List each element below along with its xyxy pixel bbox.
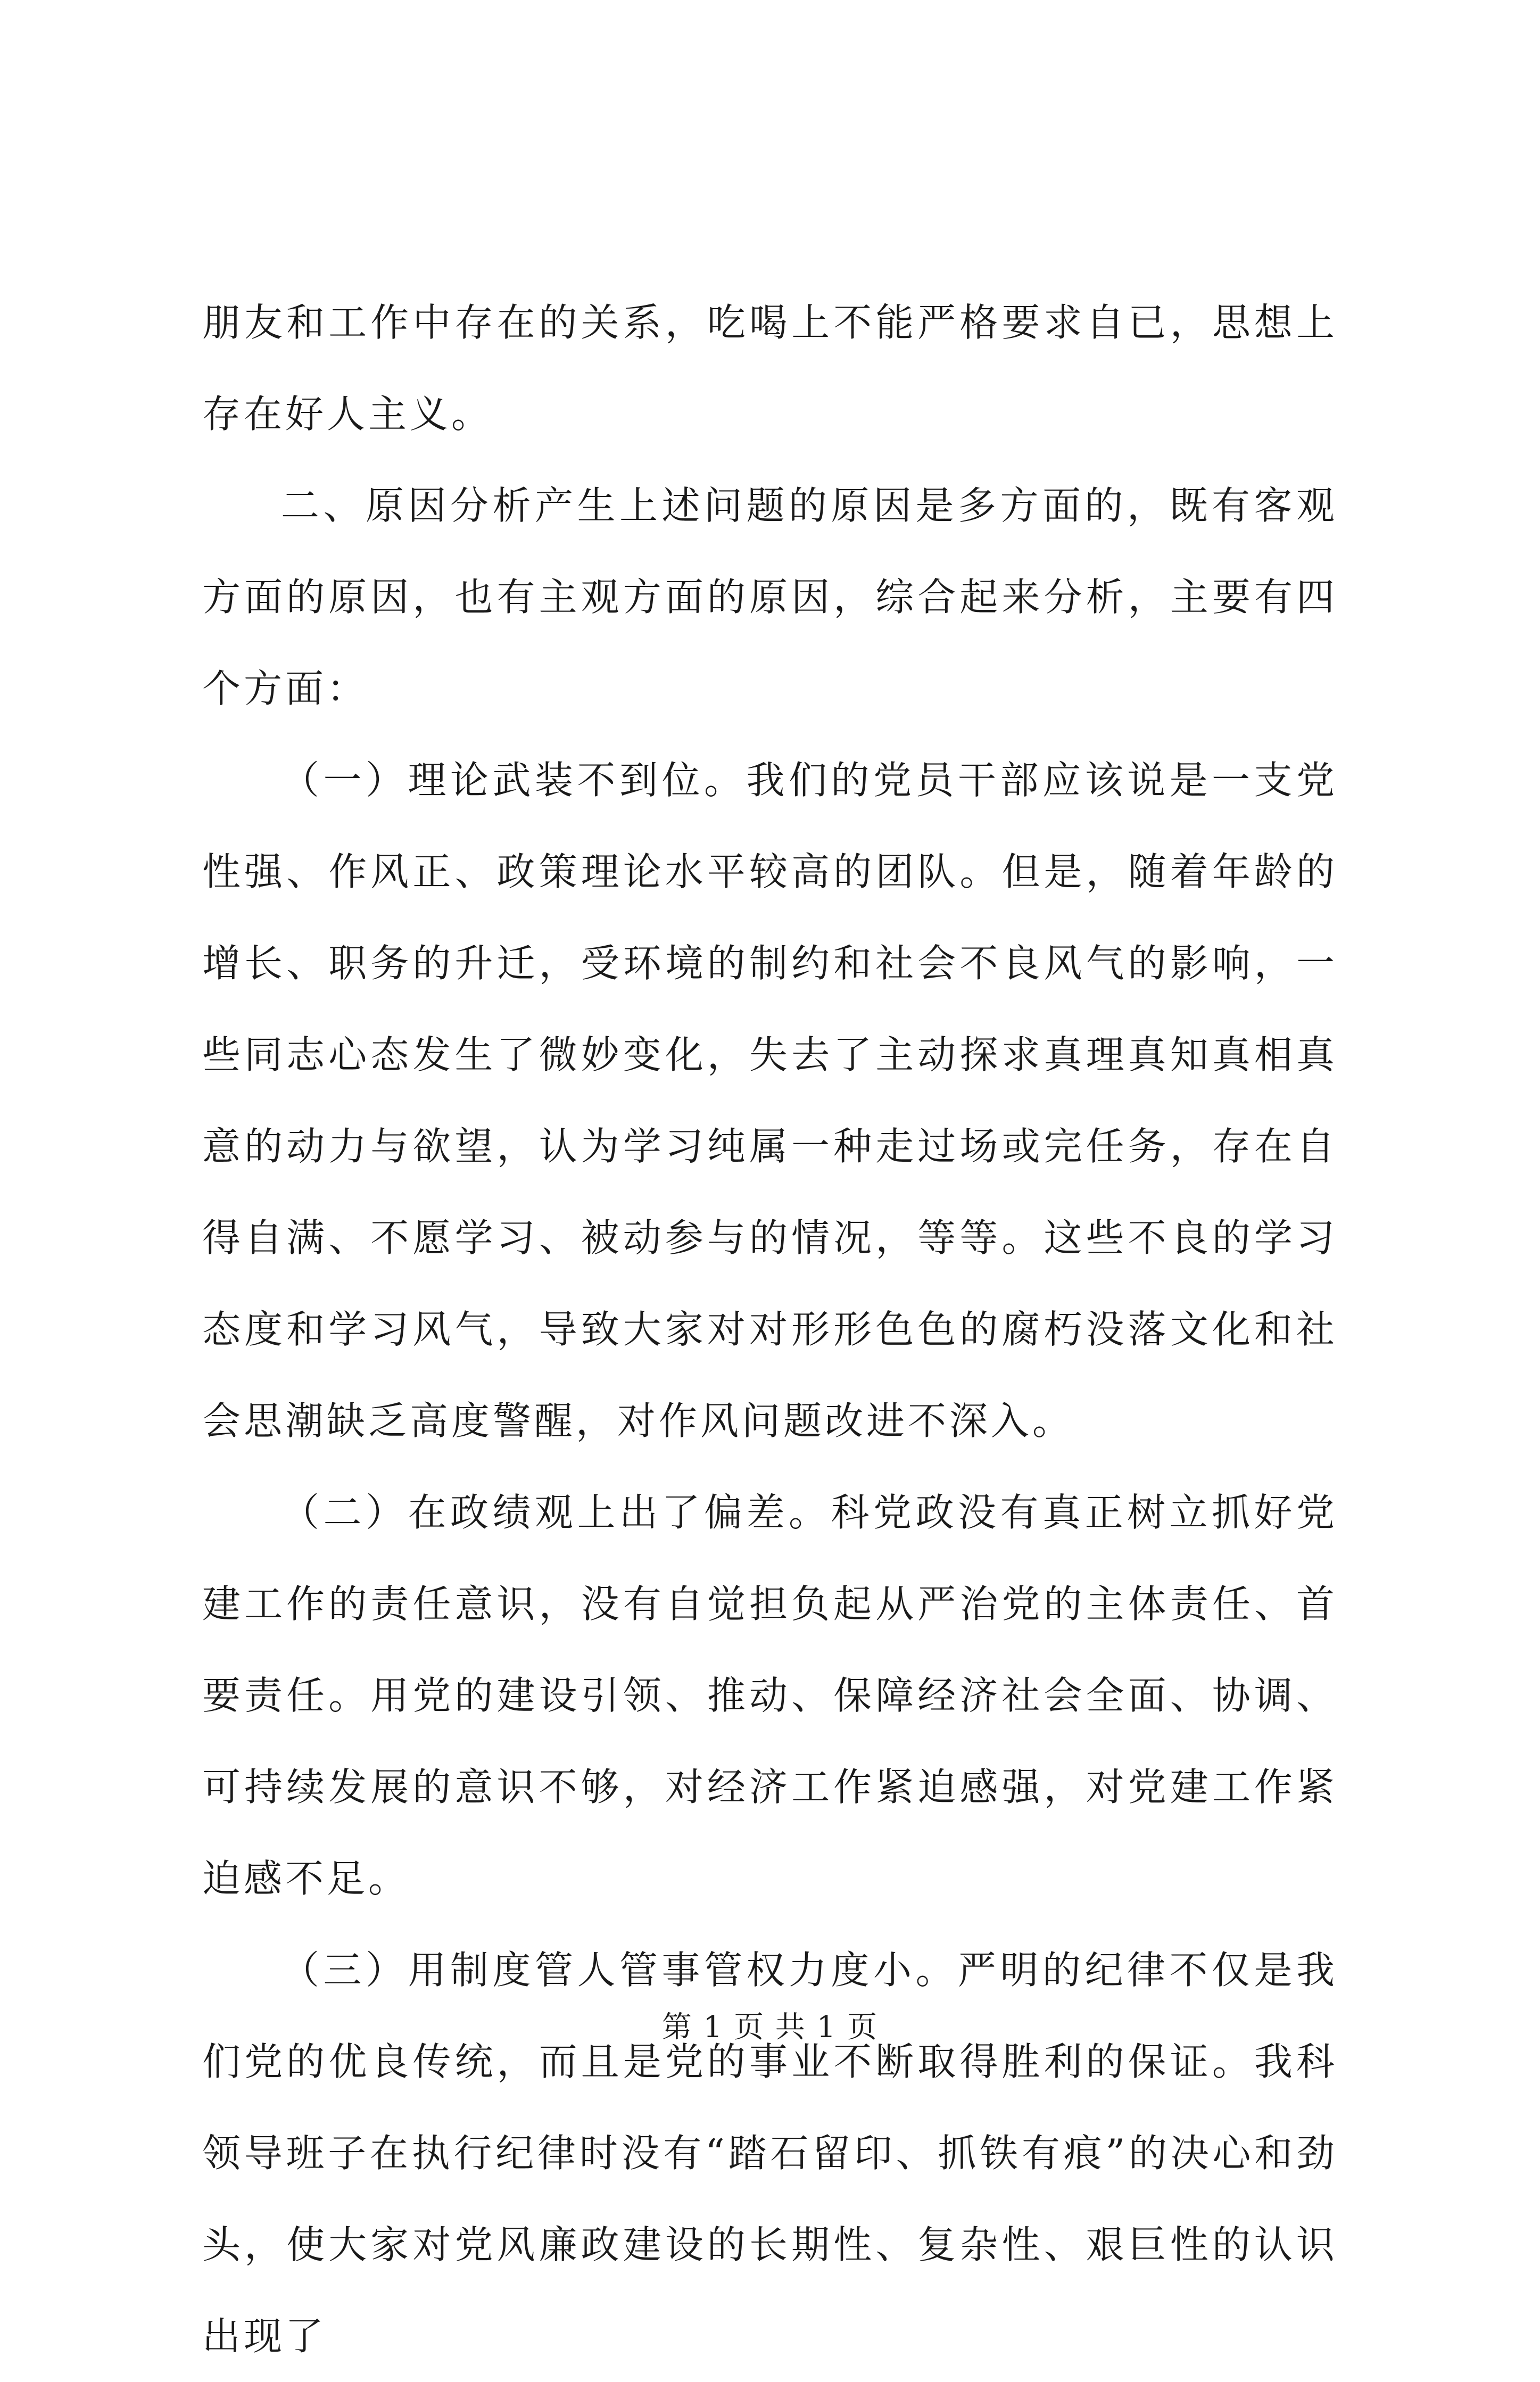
page-number-label: 第 1 页 共 1 页 bbox=[661, 2010, 879, 2045]
paragraph-5: （三）用制度管人管事管权力度小。严明的纪律不仅是我们党的优良传统，而且是党的事业不断取得胜利的保证。我科领导班子在执行纪律时没有“踏石留印、抓铁有痕”的决心和劲头，使大家对党风廉政建设的长期性、复杂性、艰巨性的认识出现了 bbox=[202, 1948, 1338, 2359]
document-body bbox=[202, 277, 1338, 2382]
paragraph-2: 二、原因分析产生上述问题的原因是多方面的，既有客观方面的原因，也有主观方面的原因，综合起来分析，主要有四个方面： bbox=[202, 483, 1338, 711]
paragraph-3: （一）理论武装不到位。我们的党员干部应该说是一支党性强、作风正、政策理论水平较高的团队。但是，随着年龄的增长、职务的升迁，受环境的制约和社会不良风气的影响，一些同志心态发生了微妙变化，失去了主动探求真理真知真相真意的动力与欲望，认为学习纯属一种走过场或完任务，存在自得自满、不愿学习、被动参与的情况，等等。这些不良的学习态度和学习风气，导致大家对对形形色色的腐朽没落文化和社会思潮缺乏高度警醒，对作风问题改进不深入。 bbox=[202, 758, 1338, 1443]
paragraph-1: 朋友和工作中存在的关系，吃喝上不能严格要求自已，思想上存在好人主义。 bbox=[202, 300, 1338, 436]
paragraph-4: （二）在政绩观上出了偏差。科党政没有真正树立抓好党建工作的责任意识，没有自觉担负起从严治党的主体责任、首要责任。用党的建设引领、推动、保障经济社会全面、协调、可持续发展的意识不够，对经济工作紧迫感强，对党建工作紧迫感不足。 bbox=[202, 1490, 1338, 1901]
page-footer bbox=[0, 2006, 1540, 2049]
